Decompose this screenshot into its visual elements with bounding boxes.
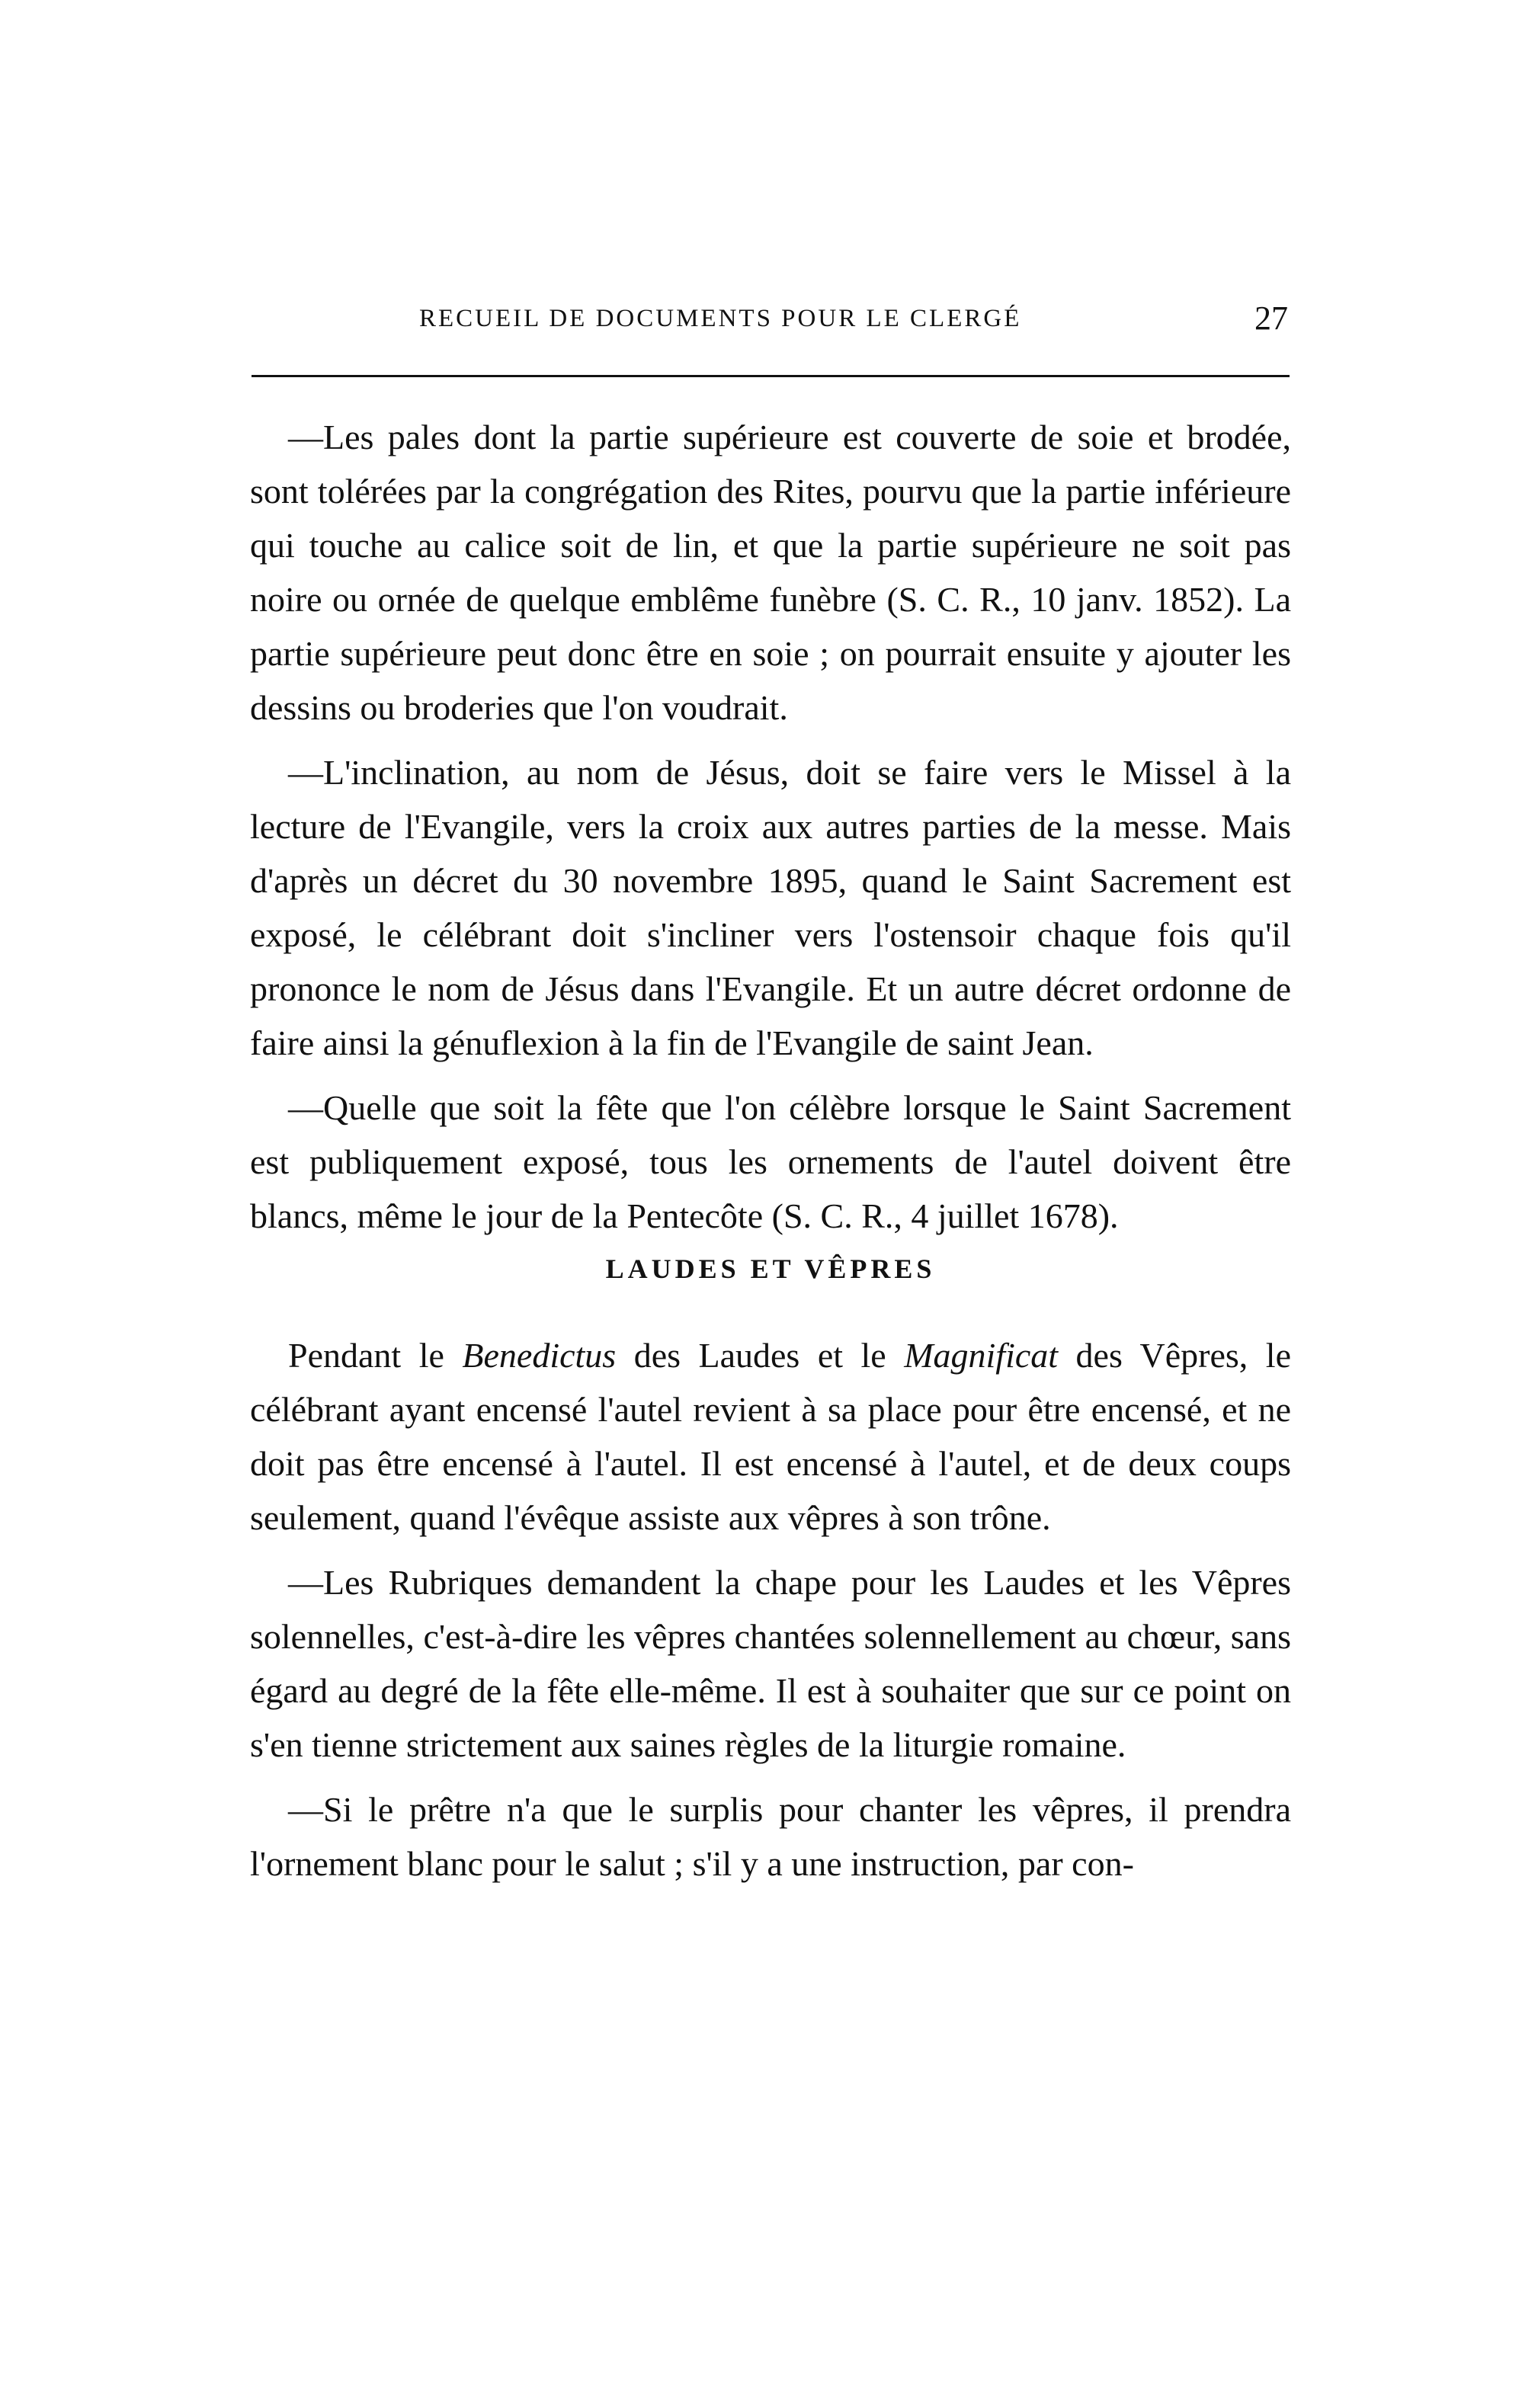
text-span: Pendant le <box>288 1336 463 1375</box>
page-body <box>250 410 1291 1891</box>
paragraph-benedictus-magnificat <box>250 1328 1291 1545</box>
paragraph-ornements: —Quelle que soit la fête que l'on célèbre lorsque le Saint Sacrement est publiquement exposé, tous les ornements de l'autel doivent être blancs, même le jour de la Pentecôte (S. C. R., 4 juillet 1678). <box>250 1088 1291 1235</box>
paragraph-inclination: —L'inclination, au nom de Jésus, doit se faire vers le Missel à la lecture de l'Evangile, vers la croix aux autres parties de la messe. Mais d'après un décret du 30 novembre 1895, quand le Saint Sacrement est exposé, le célébrant doit s'incliner vers l'ostensoir chaque fois qu'il prononce le nom de Jésus dans l'Evangile. Et un autre décret ordonne de faire ainsi la génuflexion à la fin de l'Evangile de saint Jean. <box>250 753 1291 1062</box>
paragraph-rubriques: —Les Rubriques demandent la chape pour les Laudes et les Vêpres solennelles, c'est-à-dire les vêpres chantées solennellement au chœur, sans égard au degré de la fête elle-même. Il est à souhaiter que sur ce point on s'en tienne strictement aux saines règles de la liturgie romaine. <box>250 1563 1291 1764</box>
page-number: 27 <box>1254 299 1288 337</box>
paragraph-pales: —Les pales dont la partie supérieure est couverte de soie et brodée, sont tolérées par la congrégation des Rites, pourvu que la partie inférieure qui touche au calice soit de lin, et que la partie supérieure ne soit pas noire ou ornée de quelque emblême funèbre (S. C. R., 10 janv. 1852). La partie supérieure peut donc être en soie ; on pourrait ensuite y ajouter les dessins ou broderies que l'on voudrait. <box>250 418 1291 727</box>
text-span: des Laudes et le <box>616 1336 905 1375</box>
header-rule <box>252 375 1290 377</box>
section-heading: LAUDES ET VÊPRES <box>605 1254 936 1284</box>
running-head <box>252 296 1288 341</box>
italic-magnificat: Magnificat <box>904 1336 1059 1375</box>
paragraph-surplis: —Si le prêtre n'a que le surplis pour chanter les vêpres, il prendra l'ornement blanc pour le salut ; s'il y a une instruction, par con- <box>250 1790 1291 1883</box>
running-title: RECUEIL DE DOCUMENTS POUR LE CLERGÉ <box>419 305 1022 332</box>
text-span: des Vêpres, le célébrant ayant encensé l'autel revient à sa place pour être encensé, et ne doit pas être encensé à l'autel. Il est encensé à l'autel, et de deux coups seulement, quand l'évêque assiste aux vêpres à son trône. <box>250 1336 1291 1537</box>
italic-benedictus: Benedictus <box>462 1336 617 1375</box>
